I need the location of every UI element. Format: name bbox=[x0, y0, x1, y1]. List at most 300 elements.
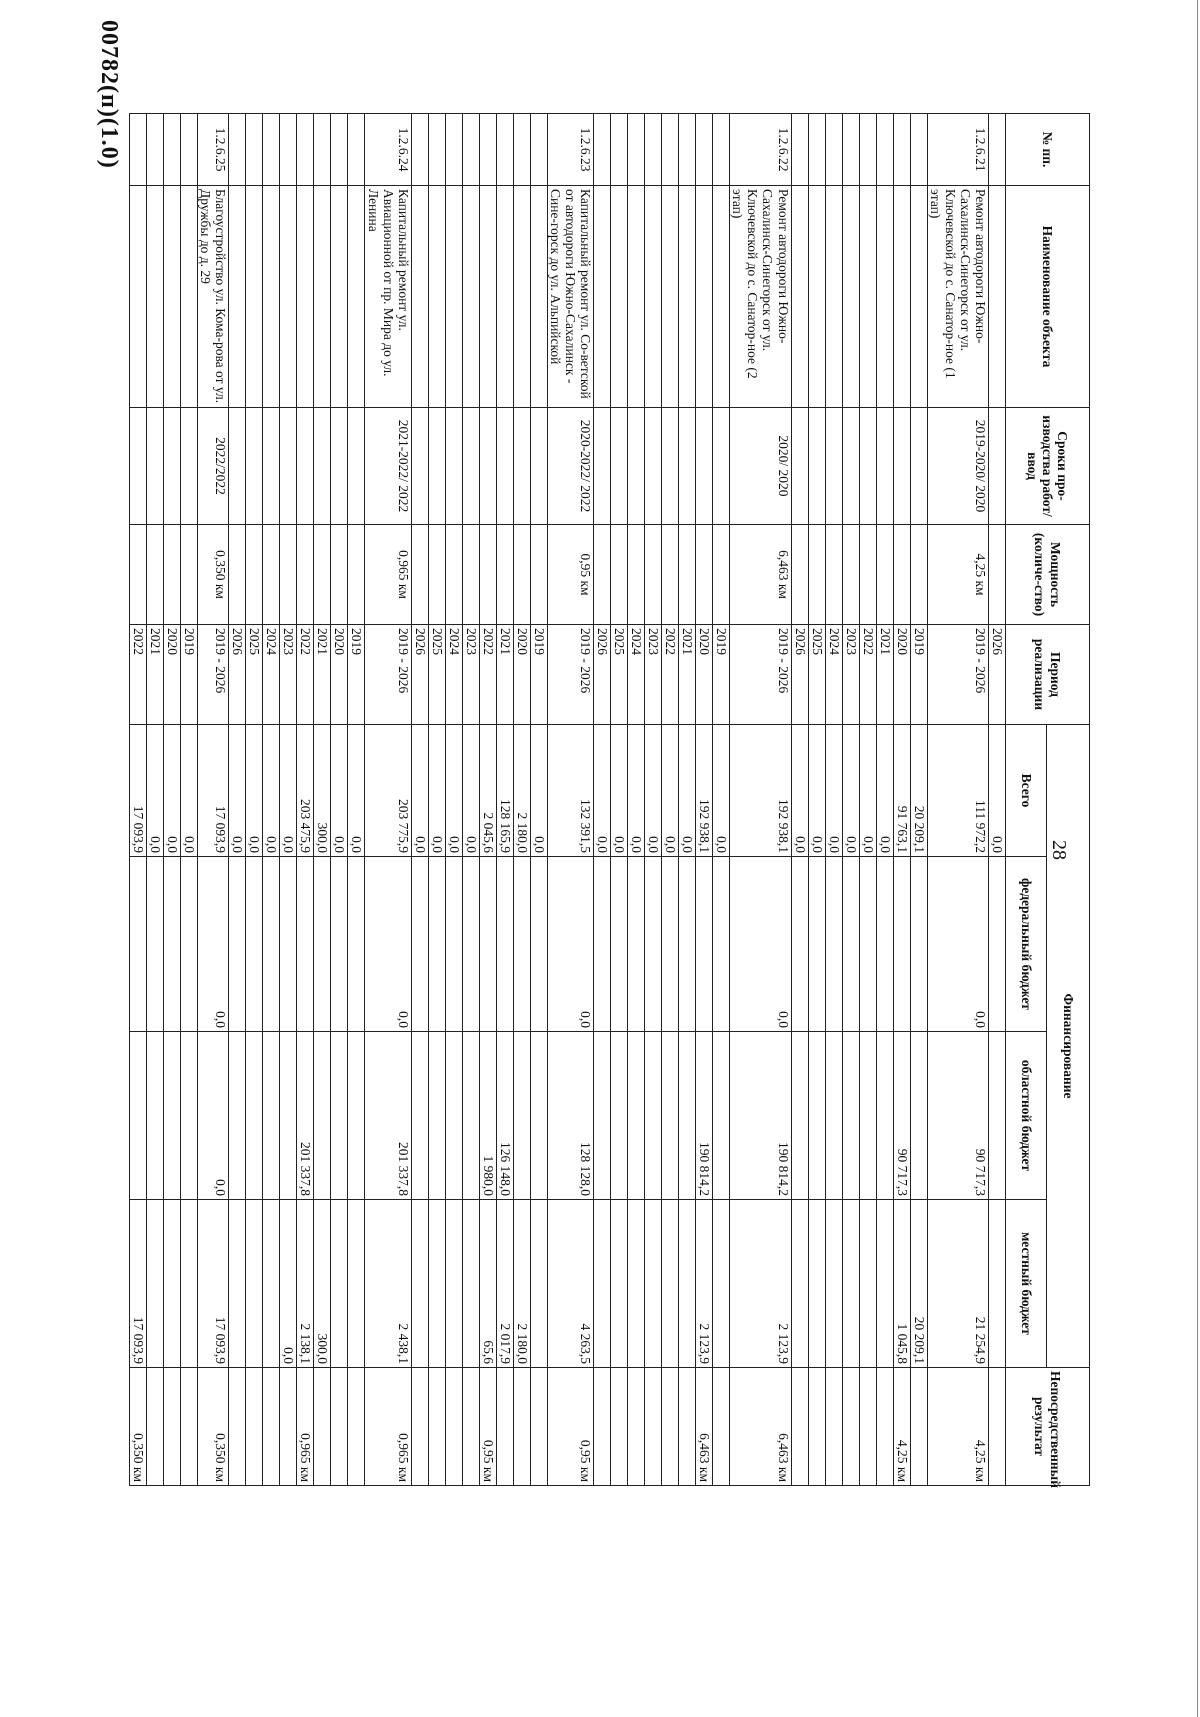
row-period-cell: 2020 bbox=[696, 625, 713, 725]
row-capacity-cell bbox=[280, 525, 297, 625]
header-period: Период реализации bbox=[1006, 625, 1090, 725]
row-local-cell bbox=[181, 1200, 198, 1368]
row-num-cell bbox=[859, 114, 876, 186]
row-result-cell bbox=[181, 1368, 198, 1486]
row-local-cell bbox=[594, 1200, 611, 1368]
row-work-dates-cell bbox=[989, 408, 1006, 525]
row-local-cell: 21 254,9 bbox=[927, 1200, 988, 1368]
row-total-cell: 0,0 bbox=[280, 725, 297, 857]
row-regional-cell bbox=[713, 1032, 730, 1200]
row-regional-cell bbox=[428, 1032, 445, 1200]
row-capacity-cell bbox=[181, 525, 198, 625]
row-period-cell: 2021 bbox=[496, 625, 513, 725]
row-period-cell: 2019 bbox=[530, 625, 547, 725]
row-num-cell bbox=[611, 114, 628, 186]
row-total-cell: 0,0 bbox=[445, 725, 462, 857]
row-result-cell bbox=[229, 1368, 246, 1486]
row-regional-cell bbox=[331, 1032, 348, 1200]
row-result-cell bbox=[496, 1368, 513, 1486]
row-period-cell: 2024 bbox=[825, 625, 842, 725]
header-total: Всего bbox=[1006, 725, 1047, 857]
row-total-cell: 0,0 bbox=[263, 725, 280, 857]
row-capacity-cell bbox=[989, 525, 1006, 625]
row-capacity-cell bbox=[428, 525, 445, 625]
table-row bbox=[594, 114, 611, 1486]
row-capacity-cell bbox=[859, 525, 876, 625]
table-body bbox=[130, 114, 1006, 1486]
row-local-cell: 300,0 bbox=[314, 1200, 331, 1368]
row-capacity-cell bbox=[825, 525, 842, 625]
row-object-name-cell bbox=[791, 186, 808, 408]
row-capacity-cell bbox=[479, 525, 496, 625]
row-local-cell bbox=[411, 1200, 428, 1368]
row-federal-cell bbox=[428, 857, 445, 1032]
row-total-cell: 17 093,9 bbox=[198, 725, 229, 857]
row-total-cell: 300,0 bbox=[314, 725, 331, 857]
row-num-cell bbox=[513, 114, 530, 186]
row-period-cell: 2026 bbox=[229, 625, 246, 725]
table-row bbox=[876, 114, 893, 1486]
row-num-cell bbox=[428, 114, 445, 186]
row-period-cell: 2025 bbox=[246, 625, 263, 725]
row-regional-cell: 201 337,8 bbox=[297, 1032, 314, 1200]
financing-table bbox=[129, 113, 1090, 1486]
row-object-name-cell: Ремонт автодороги Южно-Сахалинск-Синегорск от ул. Ключевской до с. Санатор-ное (1 этап) bbox=[927, 186, 988, 408]
row-regional-cell bbox=[662, 1032, 679, 1200]
table-row bbox=[331, 114, 348, 1486]
row-local-cell bbox=[713, 1200, 730, 1368]
row-local-cell: 65,6 bbox=[479, 1200, 496, 1368]
row-capacity-cell bbox=[611, 525, 628, 625]
row-federal-cell: 0,0 bbox=[547, 857, 593, 1032]
row-num-cell bbox=[263, 114, 280, 186]
row-federal-cell bbox=[859, 857, 876, 1032]
row-num-cell bbox=[910, 114, 927, 186]
row-federal-cell bbox=[164, 857, 181, 1032]
row-object-name-cell bbox=[147, 186, 164, 408]
table-row bbox=[842, 114, 859, 1486]
row-federal-cell bbox=[910, 857, 927, 1032]
row-result-cell bbox=[662, 1368, 679, 1486]
row-regional-cell bbox=[645, 1032, 662, 1200]
row-regional-cell bbox=[348, 1032, 365, 1200]
row-object-name-cell bbox=[825, 186, 842, 408]
row-period-cell: 2024 bbox=[445, 625, 462, 725]
row-federal-cell bbox=[530, 857, 547, 1032]
table-row bbox=[164, 114, 181, 1486]
row-object-name-cell bbox=[280, 186, 297, 408]
row-capacity-cell bbox=[462, 525, 479, 625]
row-federal-cell bbox=[130, 857, 147, 1032]
row-total-cell: 0,0 bbox=[229, 725, 246, 857]
row-work-dates-cell bbox=[229, 408, 246, 525]
row-local-cell bbox=[462, 1200, 479, 1368]
row-period-cell: 2020 bbox=[513, 625, 530, 725]
row-total-cell: 203 475,9 bbox=[297, 725, 314, 857]
row-object-name-cell: Капитальный ремонт ул. Авиационной от пр. Мира до ул. Ленина bbox=[365, 186, 411, 408]
row-period-cell: 2025 bbox=[808, 625, 825, 725]
row-federal-cell bbox=[496, 857, 513, 1032]
row-result-cell bbox=[713, 1368, 730, 1486]
row-total-cell: 0,0 bbox=[989, 725, 1006, 857]
row-federal-cell bbox=[842, 857, 859, 1032]
row-object-name-cell bbox=[808, 186, 825, 408]
page-number: 28 bbox=[1048, 840, 1070, 860]
row-regional-cell bbox=[229, 1032, 246, 1200]
row-local-cell: 2 123,9 bbox=[696, 1200, 713, 1368]
row-federal-cell bbox=[611, 857, 628, 1032]
row-work-dates-cell bbox=[130, 408, 147, 525]
row-federal-cell bbox=[713, 857, 730, 1032]
table-row bbox=[348, 114, 365, 1486]
row-period-cell: 2024 bbox=[628, 625, 645, 725]
row-local-cell bbox=[147, 1200, 164, 1368]
row-regional-cell: 90 717,3 bbox=[927, 1032, 988, 1200]
row-local-cell bbox=[989, 1200, 1006, 1368]
row-total-cell: 0,0 bbox=[825, 725, 842, 857]
row-capacity-cell bbox=[147, 525, 164, 625]
row-total-cell: 0,0 bbox=[713, 725, 730, 857]
row-local-cell bbox=[825, 1200, 842, 1368]
row-result-cell bbox=[348, 1368, 365, 1486]
row-result-cell bbox=[445, 1368, 462, 1486]
row-work-dates-cell bbox=[662, 408, 679, 525]
row-total-cell: 0,0 bbox=[645, 725, 662, 857]
header-capacity: Мощность (количе-ство) bbox=[1006, 525, 1090, 625]
row-capacity-cell bbox=[445, 525, 462, 625]
row-capacity-cell bbox=[263, 525, 280, 625]
row-period-cell: 2023 bbox=[462, 625, 479, 725]
row-capacity-cell bbox=[628, 525, 645, 625]
row-local-cell: 0,0 bbox=[280, 1200, 297, 1368]
row-object-name-cell bbox=[893, 186, 910, 408]
scan-edge-line bbox=[1197, 0, 1198, 1717]
row-local-cell: 2 123,9 bbox=[730, 1200, 791, 1368]
row-object-name-cell bbox=[331, 186, 348, 408]
row-object-name-cell bbox=[696, 186, 713, 408]
header-financing: Финансирование bbox=[1047, 725, 1090, 1368]
row-result-cell bbox=[859, 1368, 876, 1486]
header-federal-budget: федеральный бюджет bbox=[1006, 857, 1047, 1032]
table-row bbox=[662, 114, 679, 1486]
table-row bbox=[679, 114, 696, 1486]
table-row bbox=[530, 114, 547, 1486]
row-num-cell: 1.2.6.22 bbox=[730, 114, 791, 186]
row-total-cell: 0,0 bbox=[530, 725, 547, 857]
row-regional-cell: 0,0 bbox=[198, 1032, 229, 1200]
table-row bbox=[280, 114, 297, 1486]
row-regional-cell bbox=[513, 1032, 530, 1200]
row-period-cell: 2020 bbox=[893, 625, 910, 725]
row-period-cell: 2026 bbox=[594, 625, 611, 725]
row-local-cell: 2 017,9 bbox=[496, 1200, 513, 1368]
row-total-cell: 17 093,9 bbox=[130, 725, 147, 857]
table-row bbox=[246, 114, 263, 1486]
row-work-dates-cell bbox=[181, 408, 198, 525]
row-result-cell: 6,463 км bbox=[730, 1368, 791, 1486]
row-object-name-cell bbox=[628, 186, 645, 408]
row-local-cell bbox=[530, 1200, 547, 1368]
table-row bbox=[859, 114, 876, 1486]
row-result-cell bbox=[791, 1368, 808, 1486]
row-capacity-cell bbox=[679, 525, 696, 625]
row-local-cell: 17 093,9 bbox=[130, 1200, 147, 1368]
row-period-cell: 2021 bbox=[314, 625, 331, 725]
row-capacity-cell bbox=[164, 525, 181, 625]
row-work-dates-cell bbox=[445, 408, 462, 525]
row-num-cell bbox=[696, 114, 713, 186]
header-num: № пп. bbox=[1006, 114, 1090, 186]
row-total-cell: 0,0 bbox=[331, 725, 348, 857]
row-result-cell bbox=[910, 1368, 927, 1486]
row-federal-cell bbox=[462, 857, 479, 1032]
row-local-cell bbox=[331, 1200, 348, 1368]
row-total-cell: 0,0 bbox=[628, 725, 645, 857]
row-period-cell: 2019 - 2026 bbox=[198, 625, 229, 725]
row-capacity-cell bbox=[229, 525, 246, 625]
row-regional-cell: 90 717,3 bbox=[893, 1032, 910, 1200]
table-row bbox=[445, 114, 462, 1486]
table-row bbox=[130, 114, 147, 1486]
row-work-dates-cell bbox=[679, 408, 696, 525]
table-row bbox=[730, 114, 791, 1486]
row-object-name-cell bbox=[611, 186, 628, 408]
row-capacity-cell bbox=[645, 525, 662, 625]
row-total-cell: 2 045,6 bbox=[479, 725, 496, 857]
row-object-name-cell bbox=[263, 186, 280, 408]
row-period-cell: 2019 - 2026 bbox=[547, 625, 593, 725]
row-regional-cell bbox=[411, 1032, 428, 1200]
row-local-cell bbox=[164, 1200, 181, 1368]
table-row bbox=[314, 114, 331, 1486]
row-work-dates-cell bbox=[147, 408, 164, 525]
row-capacity-cell bbox=[513, 525, 530, 625]
row-object-name-cell: Благоустройство ул. Кома-рова от ул. Дружбы до д. 29 bbox=[198, 186, 229, 408]
table-row bbox=[611, 114, 628, 1486]
row-result-cell bbox=[147, 1368, 164, 1486]
table-row bbox=[628, 114, 645, 1486]
row-capacity-cell bbox=[496, 525, 513, 625]
row-capacity-cell bbox=[314, 525, 331, 625]
row-period-cell: 2023 bbox=[645, 625, 662, 725]
row-result-cell bbox=[263, 1368, 280, 1486]
row-capacity-cell bbox=[876, 525, 893, 625]
row-work-dates-cell bbox=[263, 408, 280, 525]
row-regional-cell bbox=[164, 1032, 181, 1200]
row-federal-cell bbox=[628, 857, 645, 1032]
row-object-name-cell bbox=[348, 186, 365, 408]
row-object-name-cell bbox=[181, 186, 198, 408]
row-federal-cell: 0,0 bbox=[365, 857, 411, 1032]
row-capacity-cell bbox=[297, 525, 314, 625]
row-object-name-cell bbox=[462, 186, 479, 408]
row-regional-cell: 201 337,8 bbox=[365, 1032, 411, 1200]
row-regional-cell bbox=[130, 1032, 147, 1200]
row-object-name-cell bbox=[246, 186, 263, 408]
row-regional-cell bbox=[246, 1032, 263, 1200]
row-num-cell bbox=[628, 114, 645, 186]
row-local-cell: 2 138,1 bbox=[297, 1200, 314, 1368]
row-total-cell: 111 972,2 bbox=[927, 725, 988, 857]
row-total-cell: 0,0 bbox=[462, 725, 479, 857]
table-row bbox=[147, 114, 164, 1486]
table-row bbox=[513, 114, 530, 1486]
row-local-cell: 1 045,8 bbox=[893, 1200, 910, 1368]
row-result-cell bbox=[462, 1368, 479, 1486]
row-result-cell bbox=[428, 1368, 445, 1486]
row-work-dates-cell bbox=[791, 408, 808, 525]
row-object-name-cell bbox=[989, 186, 1006, 408]
row-capacity-cell bbox=[893, 525, 910, 625]
row-regional-cell: 190 814,2 bbox=[696, 1032, 713, 1200]
row-federal-cell bbox=[280, 857, 297, 1032]
row-local-cell bbox=[808, 1200, 825, 1368]
row-local-cell: 2 438,1 bbox=[365, 1200, 411, 1368]
row-num-cell bbox=[331, 114, 348, 186]
row-regional-cell bbox=[876, 1032, 893, 1200]
row-work-dates-cell bbox=[645, 408, 662, 525]
row-regional-cell bbox=[808, 1032, 825, 1200]
row-num-cell bbox=[348, 114, 365, 186]
row-federal-cell bbox=[181, 857, 198, 1032]
row-capacity-cell bbox=[662, 525, 679, 625]
row-result-cell bbox=[411, 1368, 428, 1486]
row-num-cell bbox=[411, 114, 428, 186]
row-result-cell bbox=[989, 1368, 1006, 1486]
row-period-cell: 2023 bbox=[842, 625, 859, 725]
table-row bbox=[927, 114, 988, 1486]
row-capacity-cell: 6,463 км bbox=[730, 525, 791, 625]
row-result-cell bbox=[280, 1368, 297, 1486]
row-total-cell: 192 938,1 bbox=[730, 725, 791, 857]
row-work-dates-cell bbox=[893, 408, 910, 525]
row-period-cell: 2022 bbox=[479, 625, 496, 725]
row-object-name-cell bbox=[428, 186, 445, 408]
row-num-cell bbox=[496, 114, 513, 186]
row-capacity-cell bbox=[713, 525, 730, 625]
row-num-cell bbox=[246, 114, 263, 186]
table-row bbox=[547, 114, 593, 1486]
row-capacity-cell bbox=[791, 525, 808, 625]
row-local-cell bbox=[859, 1200, 876, 1368]
row-period-cell: 2023 bbox=[280, 625, 297, 725]
row-capacity-cell bbox=[348, 525, 365, 625]
table-row bbox=[297, 114, 314, 1486]
row-local-cell bbox=[791, 1200, 808, 1368]
row-work-dates-cell bbox=[411, 408, 428, 525]
row-work-dates-cell bbox=[513, 408, 530, 525]
row-object-name-cell bbox=[842, 186, 859, 408]
row-period-cell: 2019 - 2026 bbox=[927, 625, 988, 725]
row-object-name-cell bbox=[530, 186, 547, 408]
row-total-cell: 0,0 bbox=[411, 725, 428, 857]
row-federal-cell bbox=[229, 857, 246, 1032]
row-result-cell bbox=[825, 1368, 842, 1486]
row-local-cell bbox=[611, 1200, 628, 1368]
row-object-name-cell bbox=[314, 186, 331, 408]
row-regional-cell bbox=[859, 1032, 876, 1200]
row-local-cell bbox=[428, 1200, 445, 1368]
row-regional-cell bbox=[611, 1032, 628, 1200]
row-object-name-cell bbox=[445, 186, 462, 408]
row-work-dates-cell bbox=[713, 408, 730, 525]
row-total-cell: 128 165,9 bbox=[496, 725, 513, 857]
row-federal-cell bbox=[348, 857, 365, 1032]
row-work-dates-cell bbox=[331, 408, 348, 525]
table-row bbox=[696, 114, 713, 1486]
row-work-dates-cell bbox=[842, 408, 859, 525]
row-local-cell bbox=[645, 1200, 662, 1368]
row-capacity-cell bbox=[130, 525, 147, 625]
row-capacity-cell bbox=[331, 525, 348, 625]
row-num-cell: 1.2.6.24 bbox=[365, 114, 411, 186]
row-capacity-cell bbox=[696, 525, 713, 625]
row-work-dates-cell bbox=[496, 408, 513, 525]
row-local-cell bbox=[628, 1200, 645, 1368]
row-num-cell bbox=[594, 114, 611, 186]
row-total-cell: 20 209,1 bbox=[910, 725, 927, 857]
row-object-name-cell: Ремонт автодороги Южно-Сахалинск-Синегорск от ул. Ключевской до с. Санатор-ное (2 этап) bbox=[730, 186, 791, 408]
row-federal-cell bbox=[662, 857, 679, 1032]
row-total-cell: 0,0 bbox=[876, 725, 893, 857]
row-num-cell bbox=[181, 114, 198, 186]
row-period-cell: 2025 bbox=[611, 625, 628, 725]
table-row bbox=[989, 114, 1006, 1486]
row-object-name-cell: Капитальный ремонт ул. Со-ветской от автодороги Южно-Сахалинск - Сине-горск до ул. Альпийской bbox=[547, 186, 593, 408]
row-regional-cell bbox=[280, 1032, 297, 1200]
table-row bbox=[808, 114, 825, 1486]
row-federal-cell: 0,0 bbox=[198, 857, 229, 1032]
row-work-dates-cell: 2020-2022/ 2022 bbox=[547, 408, 593, 525]
row-num-cell bbox=[530, 114, 547, 186]
row-result-cell bbox=[611, 1368, 628, 1486]
row-object-name-cell bbox=[876, 186, 893, 408]
row-capacity-cell: 4,25 км bbox=[927, 525, 988, 625]
row-object-name-cell bbox=[662, 186, 679, 408]
row-result-cell bbox=[645, 1368, 662, 1486]
row-work-dates-cell bbox=[808, 408, 825, 525]
row-period-cell: 2019 - 2026 bbox=[730, 625, 791, 725]
row-local-cell bbox=[445, 1200, 462, 1368]
row-total-cell: 91 763,1 bbox=[893, 725, 910, 857]
row-work-dates-cell bbox=[594, 408, 611, 525]
row-total-cell: 0,0 bbox=[147, 725, 164, 857]
row-result-cell bbox=[331, 1368, 348, 1486]
row-total-cell: 2 180,0 bbox=[513, 725, 530, 857]
row-period-cell: 2019 bbox=[181, 625, 198, 725]
row-result-cell bbox=[314, 1368, 331, 1486]
row-federal-cell bbox=[314, 857, 331, 1032]
row-total-cell: 0,0 bbox=[246, 725, 263, 857]
row-federal-cell bbox=[696, 857, 713, 1032]
row-result-cell: 0,350 км bbox=[198, 1368, 229, 1486]
row-federal-cell bbox=[445, 857, 462, 1032]
row-object-name-cell bbox=[645, 186, 662, 408]
row-work-dates-cell bbox=[479, 408, 496, 525]
row-result-cell bbox=[530, 1368, 547, 1486]
row-period-cell: 2019 bbox=[910, 625, 927, 725]
row-object-name-cell bbox=[496, 186, 513, 408]
row-federal-cell bbox=[825, 857, 842, 1032]
row-local-cell: 17 093,9 bbox=[198, 1200, 229, 1368]
row-local-cell bbox=[679, 1200, 696, 1368]
row-object-name-cell bbox=[130, 186, 147, 408]
row-work-dates-cell bbox=[825, 408, 842, 525]
row-local-cell bbox=[876, 1200, 893, 1368]
row-result-cell: 0,965 км bbox=[365, 1368, 411, 1486]
row-federal-cell bbox=[876, 857, 893, 1032]
row-federal-cell bbox=[679, 857, 696, 1032]
